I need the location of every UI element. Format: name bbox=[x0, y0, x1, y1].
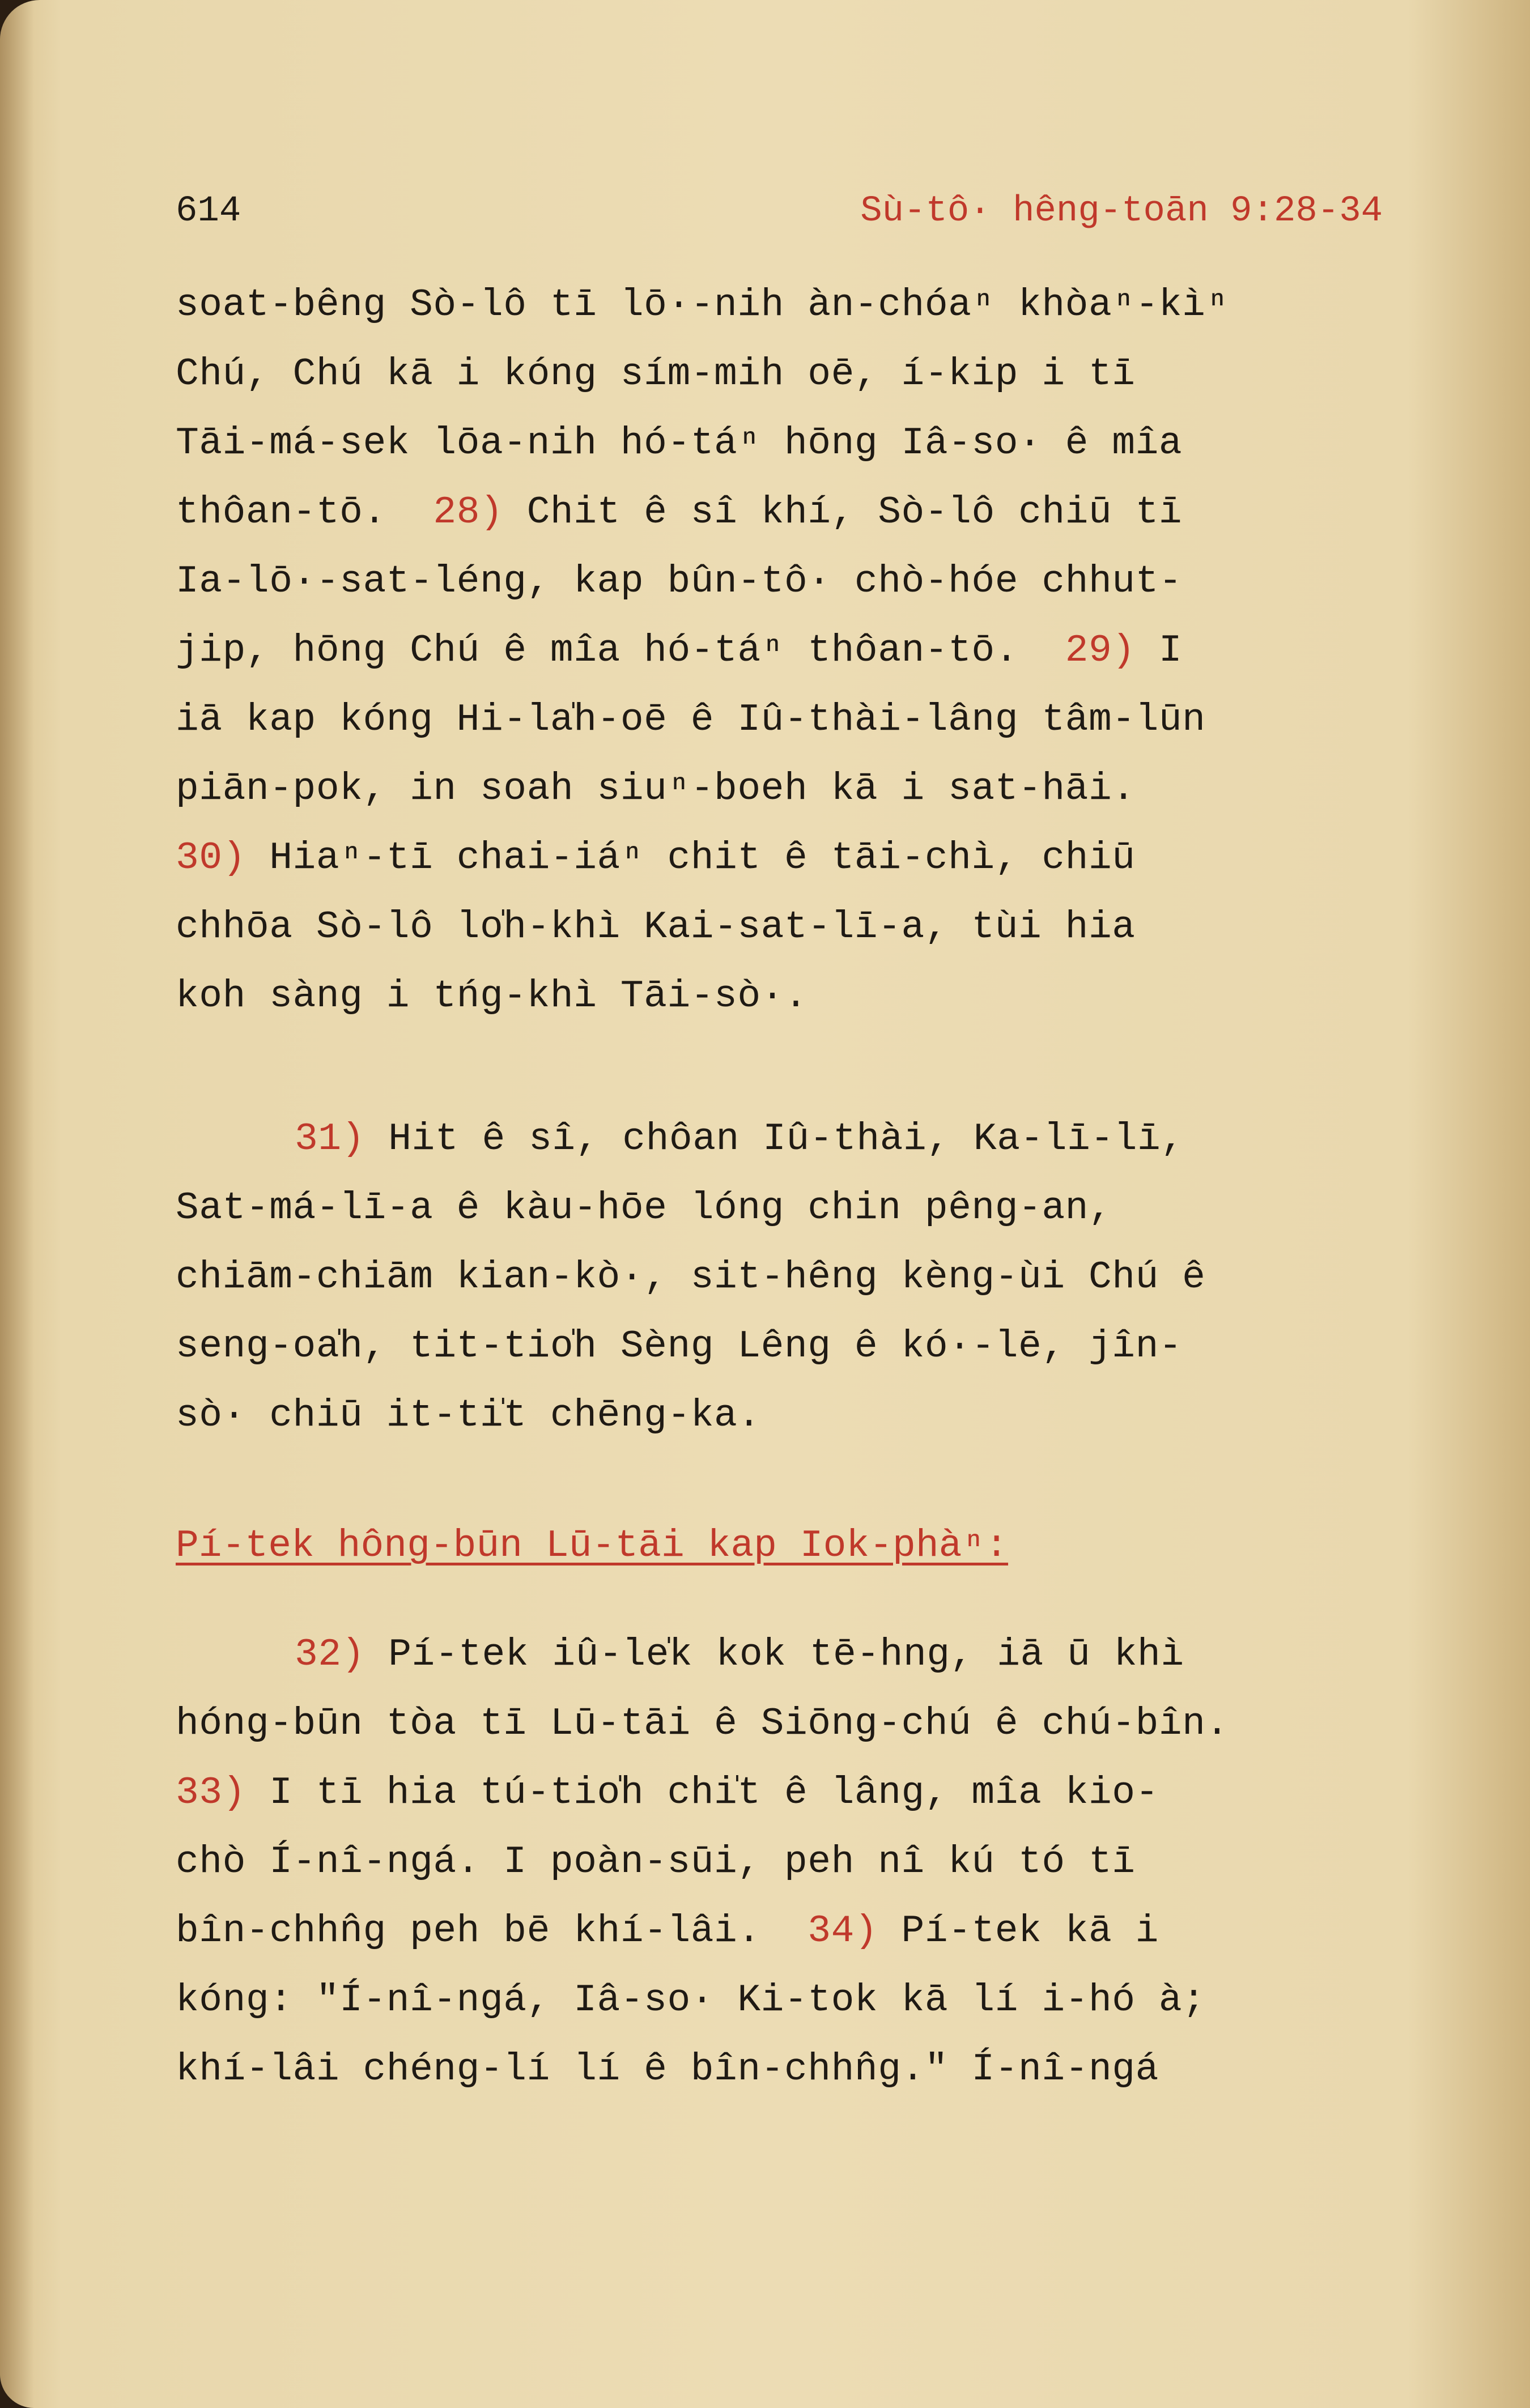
text-line bbox=[176, 1897, 1479, 1966]
text-line: Chú, Chú kā i kóng sím-mih oē, í-kip i tī bbox=[176, 352, 1136, 396]
text-line bbox=[176, 1759, 1479, 1828]
text-segment: thôan-tō. bbox=[176, 491, 386, 534]
running-head: Sù-tô· hêng-toān 9:28-34 bbox=[860, 191, 1383, 232]
text-line: seng-oa̍h, tit-tio̍h Sèng Lêng ê kó·-lē, jîn- bbox=[176, 1325, 1183, 1368]
paragraph-1 bbox=[176, 271, 1479, 1031]
text-segment: Hit ê sî, chôan Iû-thài, Ka-lī-lī, bbox=[388, 1117, 1184, 1161]
text-line: khí-lâi chéng-lí lí ê bîn-chhn̂g." Í-nî-ngá bbox=[176, 2048, 1159, 2091]
text-segment: jip, hōng Chú ê mîa hó-táⁿ thôan-tō. bbox=[176, 629, 1019, 673]
text-segment: Chit ê sî khí, Sò-lô chiū tī bbox=[526, 491, 1183, 534]
verse-number-28: 28) bbox=[433, 491, 504, 534]
text-line: chiām-chiām kian-kò·, sit-hêng kèng-ùi Chú ê bbox=[176, 1256, 1206, 1299]
page-header bbox=[176, 180, 1383, 242]
text-line: Sat-má-lī-a ê kàu-hōe lóng chin pêng-an, bbox=[176, 1186, 1112, 1230]
verse-number-31: 31) bbox=[295, 1117, 365, 1161]
text-segment: Pí-tek kā i bbox=[901, 1909, 1159, 1953]
text-line bbox=[176, 824, 1479, 893]
text-line: sò· chiū it-ti̍t chēng-ka. bbox=[176, 1394, 761, 1437]
paragraph-2 bbox=[176, 1105, 1479, 1450]
verse-number-30: 30) bbox=[176, 836, 246, 880]
text-line: Tāi-má-sek lōa-nih hó-táⁿ hōng Iâ-so· ê mîa bbox=[176, 422, 1183, 465]
text-line bbox=[176, 478, 1479, 547]
verse-number-32: 32) bbox=[295, 1633, 365, 1677]
text-line: Ia-lō·-sat-léng, kap bûn-tô· chò-hóe chhut- bbox=[176, 560, 1183, 603]
text-segment: I bbox=[1158, 629, 1183, 673]
text-segment: I tī hia tú-tio̍h chi̍t ê lâng, mîa kio- bbox=[269, 1771, 1159, 1815]
verse-number-34: 34) bbox=[808, 1909, 878, 1953]
text-line: kóng: "Í-nî-ngá, Iâ-so· Ki-tok kā lí i-hó à; bbox=[176, 1979, 1206, 2022]
section-heading: Pí-tek hông-būn Lū-tāi kap Iok-phàⁿ: bbox=[176, 1524, 1009, 1568]
text-segment: bîn-chhn̂g peh bē khí-lâi. bbox=[176, 1909, 761, 1953]
text-line bbox=[176, 616, 1479, 686]
text-line: soat-bêng Sò-lô tī lō·-nih àn-chóaⁿ khòaⁿ-kìⁿ bbox=[176, 283, 1229, 327]
text-line bbox=[176, 1105, 1479, 1174]
text-line: chhōa Sò-lô lo̍h-khì Kai-sat-lī-a, tùi hia bbox=[176, 905, 1136, 949]
text-line: piān-pok, in soah siuⁿ-boeh kā i sat-hāi. bbox=[176, 767, 1136, 811]
page-edge-shadow bbox=[0, 0, 34, 2408]
verse-number-29: 29) bbox=[1065, 629, 1136, 673]
text-line: koh sàng i tńg-khì Tāi-sò·. bbox=[176, 975, 808, 1018]
paragraph-3 bbox=[176, 1620, 1479, 2104]
text-line: iā kap kóng Hi-la̍h-oē ê Iû-thài-lâng tâm-lūn bbox=[176, 698, 1206, 742]
text-segment: Pí-tek iû-le̍k kok tē-hng, iā ū khì bbox=[388, 1633, 1184, 1677]
text-line bbox=[176, 1620, 1479, 1690]
text-segment: Hiaⁿ-tī chai-iáⁿ chit ê tāi-chì, chiū bbox=[269, 836, 1136, 880]
text-line: chò Í-nî-ngá. I poàn-sūi, peh nî kú tó tī bbox=[176, 1840, 1136, 1884]
text-line: hóng-būn tòa tī Lū-tāi ê Siōng-chú ê chú-bîn. bbox=[176, 1702, 1229, 1746]
page-number: 614 bbox=[176, 191, 241, 232]
verse-number-33: 33) bbox=[176, 1771, 246, 1815]
